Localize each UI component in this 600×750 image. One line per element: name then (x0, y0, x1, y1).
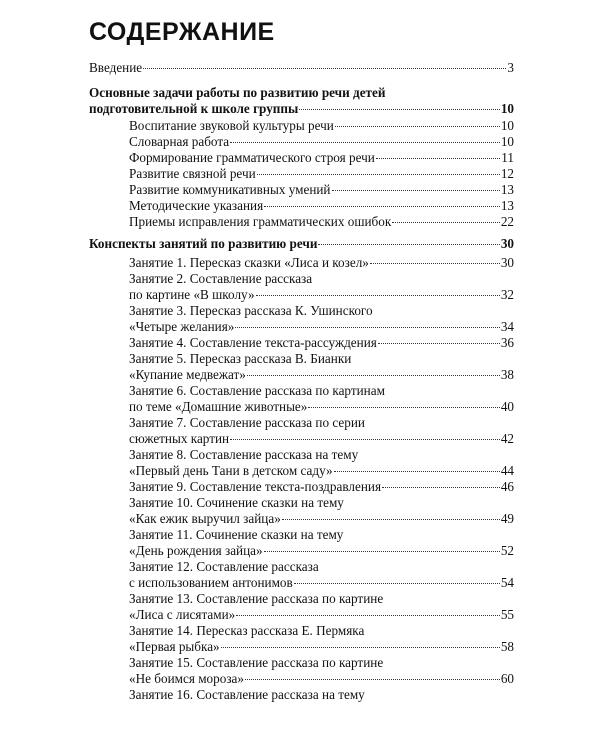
toc-lesson-5[interactable] (129, 367, 514, 383)
leader-dots (230, 439, 500, 440)
toc-entry-page: 13 (500, 182, 514, 197)
toc-lesson-2[interactable] (129, 287, 514, 303)
toc-entry-label: «Первая рыбка» (129, 639, 220, 654)
toc-lesson-7[interactable] (129, 431, 514, 447)
leader-dots (335, 126, 500, 127)
leader-dots (378, 343, 500, 344)
leader-dots (245, 679, 500, 680)
toc-entry-label: с использованием антонимов (129, 575, 293, 590)
leader-dots (256, 295, 500, 296)
toc-entry-label: по картине «В школу» (129, 287, 255, 302)
toc-lesson-14-line1: Занятие 14. Пересказ рассказа Е. Пермяка (129, 623, 365, 638)
toc-entry-label: сюжетных картин (129, 431, 230, 446)
toc-entry-page: 30 (500, 255, 514, 270)
toc-entry-label: Занятие 9. Составление текста-поздравления (129, 479, 382, 494)
toc-entry-label: по теме «Домашние животные» (129, 399, 308, 414)
toc-entry-page: 55 (500, 607, 514, 622)
page-title: СОДЕРЖАНИЕ (89, 18, 275, 46)
toc-lesson-6[interactable] (129, 399, 514, 415)
toc-entry[interactable] (129, 198, 514, 214)
toc-lesson-16-line1: Занятие 16. Составление рассказа на тему (129, 687, 365, 702)
toc-entry-label: Методические указания (129, 198, 264, 213)
toc-entry-page: 10 (500, 118, 514, 133)
leader-dots (308, 407, 499, 408)
toc-entry-page: 11 (501, 150, 514, 165)
leader-dots (264, 551, 500, 552)
toc-entry-label: «Лиса с лисятами» (129, 607, 236, 622)
leader-dots (299, 109, 500, 110)
toc-entry-page: 13 (500, 198, 514, 213)
toc-lesson-1[interactable] (129, 255, 514, 271)
toc-section-main-tasks[interactable] (89, 101, 514, 117)
leader-dots (334, 471, 500, 472)
toc-lesson-4[interactable] (129, 335, 514, 351)
toc-entry-page: 36 (500, 335, 514, 350)
toc-entry[interactable] (129, 182, 514, 198)
leader-dots (294, 583, 500, 584)
toc-entry-page: 58 (500, 639, 514, 654)
toc-entry-page: 3 (507, 60, 514, 75)
toc-lesson-6-line1: Занятие 6. Составление рассказа по картинам (129, 383, 385, 398)
toc-lesson-14[interactable] (129, 639, 514, 655)
toc-entry-label: Занятие 1. Пересказ сказки «Лиса и козел» (129, 255, 369, 270)
toc-section-lesson-notes[interactable] (89, 236, 514, 252)
toc-entry-page: 22 (500, 214, 514, 229)
toc-entry-label: Развитие связной речи (129, 166, 256, 181)
toc-entry-page: 46 (500, 479, 514, 494)
toc-entry-label: Занятие 4. Составление текста-рассуждения (129, 335, 377, 350)
leader-dots (318, 244, 499, 245)
toc-entry-label: подготовительной к школе группы (89, 101, 299, 116)
toc-entry-page: 10 (500, 101, 514, 116)
toc-entry-page: 10 (500, 134, 514, 149)
toc-lesson-3[interactable] (129, 319, 514, 335)
toc-entry-label: Введение (89, 60, 143, 75)
toc-entry-page: 42 (500, 431, 514, 446)
toc-entry-label: «Не боимся мороза» (129, 671, 244, 686)
toc-entry[interactable] (129, 166, 514, 182)
toc-lesson-10-line1: Занятие 10. Сочинение сказки на тему (129, 495, 344, 510)
leader-dots (376, 158, 500, 159)
toc-lesson-2-line1: Занятие 2. Составление рассказа (129, 271, 313, 286)
toc-entry[interactable] (129, 118, 514, 134)
leader-dots (236, 615, 500, 616)
toc-entry-page: 40 (500, 399, 514, 414)
toc-entry-label: Формирование грамматического строя речи (129, 150, 375, 165)
toc-entry-page: 49 (500, 511, 514, 526)
leader-dots (392, 222, 500, 223)
leader-dots (332, 190, 500, 191)
toc-entry-page: 38 (500, 367, 514, 382)
toc-entry-page: 60 (500, 671, 514, 686)
toc-entry-page: 52 (500, 543, 514, 558)
toc-entry-page: 34 (500, 319, 514, 334)
toc-lesson-10[interactable] (129, 511, 514, 527)
toc-lesson-13[interactable] (129, 607, 514, 623)
leader-dots (257, 174, 500, 175)
toc-entry-label: Воспитание звуковой культуры речи (129, 118, 334, 133)
toc-entry-label: «Четыре желания» (129, 319, 235, 334)
toc-lesson-5-line1: Занятие 5. Пересказ рассказа В. Бианки (129, 351, 352, 366)
leader-dots (370, 263, 500, 264)
toc-entry-label: Развитие коммуникативных умений (129, 182, 331, 197)
toc-lesson-15-line1: Занятие 15. Составление рассказа по картине (129, 655, 384, 670)
toc-lesson-11[interactable] (129, 543, 514, 559)
leader-dots (264, 206, 500, 207)
toc-entry-label: «Купание медвежат» (129, 367, 246, 382)
toc-lesson-15[interactable] (129, 671, 514, 687)
toc-entry-label: «День рождения зайца» (129, 543, 263, 558)
toc-entry-page: 12 (500, 166, 514, 181)
toc-entry-page: 32 (500, 287, 514, 302)
leader-dots (235, 327, 499, 328)
toc-lesson-7-line1: Занятие 7. Составление рассказа по серии (129, 415, 365, 430)
toc-entry-page: 30 (500, 236, 514, 251)
leader-dots (247, 375, 500, 376)
toc-entry-label: «Как ежик выручил зайца» (129, 511, 281, 526)
toc-entry-label: Конспекты занятий по развитию речи (89, 236, 318, 251)
toc-entry-page: 44 (500, 463, 514, 478)
leader-dots (382, 487, 500, 488)
toc-lesson-13-line1: Занятие 13. Составление рассказа по картине (129, 591, 384, 606)
toc-entry-page: 54 (500, 575, 514, 590)
toc-entry[interactable] (129, 150, 514, 166)
toc-lesson-8-line1: Занятие 8. Составление рассказа на тему (129, 447, 359, 462)
toc-entry-intro[interactable] (89, 60, 514, 76)
toc-lesson-12[interactable] (129, 575, 514, 591)
leader-dots (143, 68, 506, 69)
toc-lesson-11-line1: Занятие 11. Сочинение сказки на тему (129, 527, 344, 542)
leader-dots (221, 647, 500, 648)
section-heading-line: Основные задачи работы по развитию речи детей (89, 85, 386, 100)
toc-entry-label: «Первый день Тани в детском саду» (129, 463, 333, 478)
leader-dots (282, 519, 500, 520)
toc-lesson-9[interactable] (129, 479, 514, 495)
toc-lesson-8[interactable] (129, 463, 514, 479)
toc-entry-label: Словарная работа (129, 134, 230, 149)
toc-entry-label: Приемы исправления грамматических ошибок (129, 214, 392, 229)
toc-lesson-3-line1: Занятие 3. Пересказ рассказа К. Ушинского (129, 303, 373, 318)
leader-dots (230, 142, 500, 143)
toc-entry[interactable] (129, 134, 514, 150)
toc-entry[interactable] (129, 214, 514, 230)
toc-lesson-12-line1: Занятие 12. Составление рассказа (129, 559, 319, 574)
